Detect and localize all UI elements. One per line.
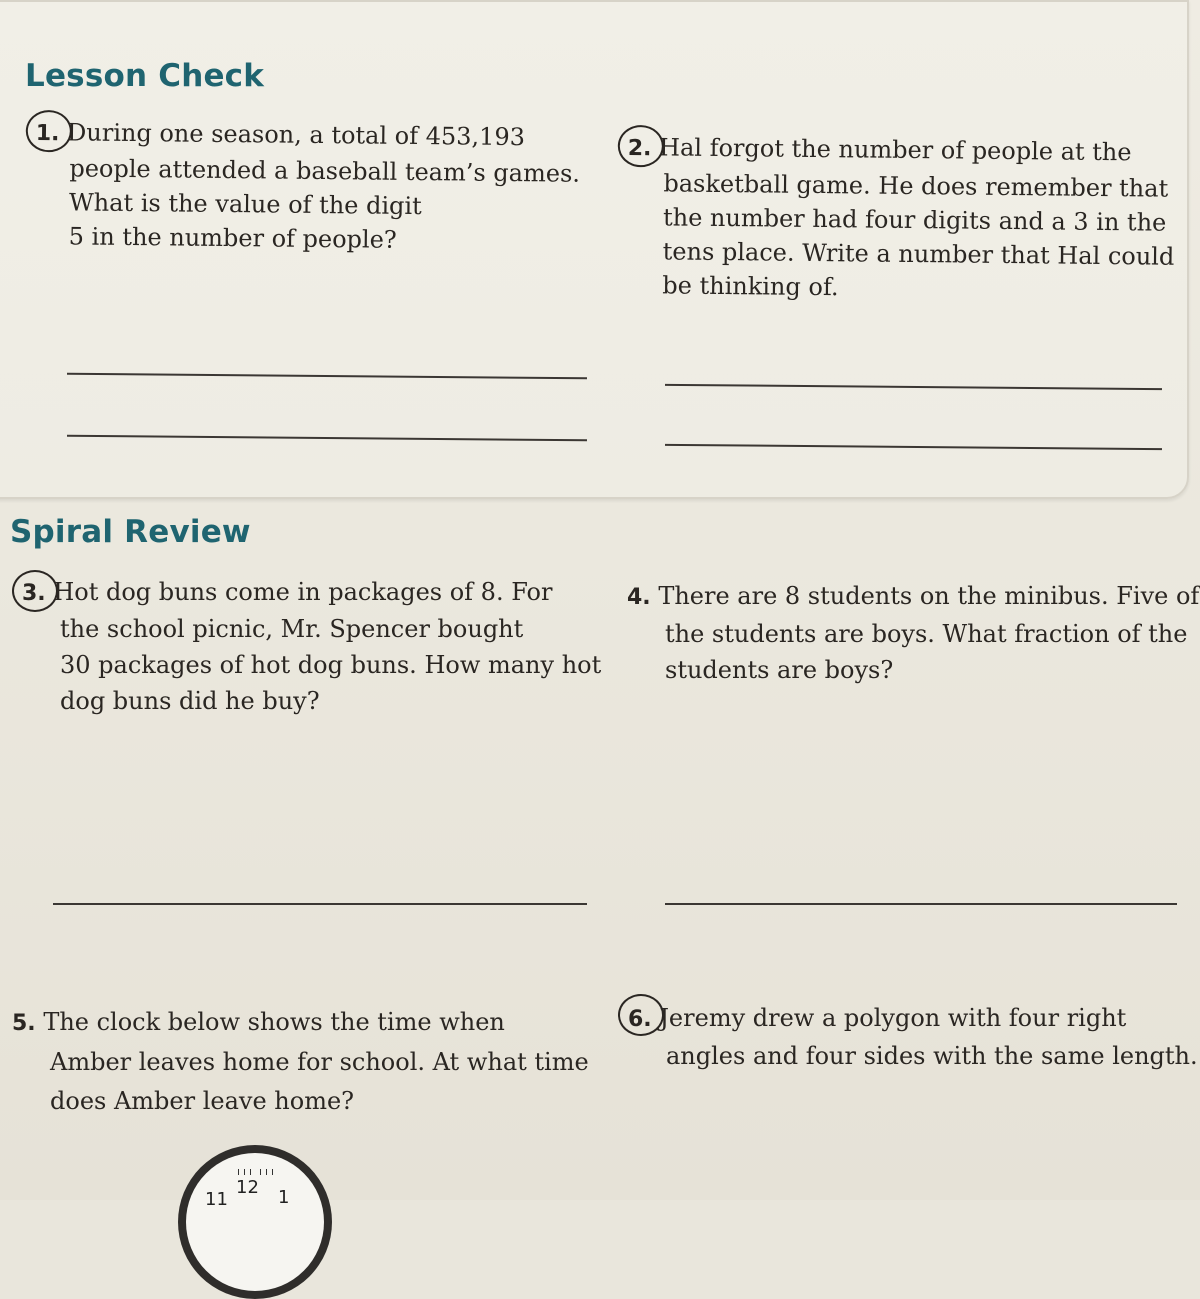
problem-4-line-3: students are boys? — [665, 656, 894, 684]
problem-3-number: 3. — [22, 577, 46, 611]
problem-4-line-2: the students are boys. What fraction of the — [665, 620, 1188, 648]
problem-3-line-2: the school picnic, Mr. Spencer bought — [60, 615, 524, 643]
problem-3-answer-line[interactable] — [53, 903, 587, 905]
clock-tick — [244, 1169, 245, 1175]
problem-4-line-1: There are 8 students on the minibus. Five of — [658, 582, 1200, 610]
problem-5-line-3: does Amber leave home? — [50, 1087, 355, 1115]
problem-2-line-2: basketball game. He does remember that — [663, 169, 1169, 203]
problem-5-line-2: Amber leaves home for school. At what time — [50, 1048, 589, 1076]
problem-3-line-1: Hot dog buns come in packages of 8. For — [53, 578, 553, 606]
clock-tick — [238, 1169, 239, 1175]
problem-4-answer-line[interactable] — [665, 903, 1177, 905]
problem-6-line-2: angles and four sides with the same length. — [666, 1042, 1198, 1070]
clock-tick — [272, 1169, 273, 1175]
clock-face — [186, 1153, 324, 1291]
clock-tick — [260, 1169, 261, 1175]
problem-5-line-1: The clock below shows the time when — [43, 1008, 505, 1036]
spiral-review-heading: Spiral Review — [10, 514, 251, 550]
clock-label-11: 11 — [205, 1189, 228, 1210]
problem-2 — [626, 130, 1175, 308]
problem-6 — [628, 1000, 1198, 1075]
problem-1 — [35, 115, 581, 259]
problem-1-line-2: people attended a baseball team’s games. — [69, 154, 581, 188]
clock-label-12: 12 — [236, 1177, 259, 1198]
problem-6-line-1: Jeremy drew a polygon with four right — [659, 1004, 1127, 1032]
clock-label-1: 1 — [278, 1187, 290, 1208]
problem-5 — [12, 1003, 589, 1121]
problem-4-number: 4. — [627, 585, 651, 610]
clock-tick — [250, 1169, 251, 1175]
problem-2-line-3: the number had four digits and a 3 in the — [662, 203, 1167, 237]
problem-4 — [627, 578, 1199, 688]
problem-3 — [22, 575, 601, 719]
problem-2-line-1: Hal forgot the number of people at the — [658, 133, 1132, 167]
problem-1-line-4: 5 in the number of people? — [68, 222, 397, 254]
problem-5-number: 5. — [12, 1011, 36, 1036]
lesson-check-heading: Lesson Check — [25, 58, 265, 94]
problem-6-number: 6. — [628, 1001, 652, 1038]
clock — [178, 1145, 332, 1299]
problem-3-line-3: 30 packages of hot dog buns. How many hot — [60, 651, 602, 679]
clock-tick — [266, 1169, 267, 1175]
problem-2-line-4: tens place. Write a number that Hal could — [662, 237, 1175, 271]
problem-1-line-3: What is the value of the digit — [68, 188, 422, 221]
problem-3-line-4: dog buns did he buy? — [60, 687, 320, 715]
problem-1-number: 1. — [36, 117, 60, 151]
problem-1-line-1: During one season, a total of 453,193 — [66, 118, 526, 152]
problem-2-number: 2. — [628, 132, 652, 166]
problem-2-line-5: be thinking of. — [662, 271, 839, 302]
